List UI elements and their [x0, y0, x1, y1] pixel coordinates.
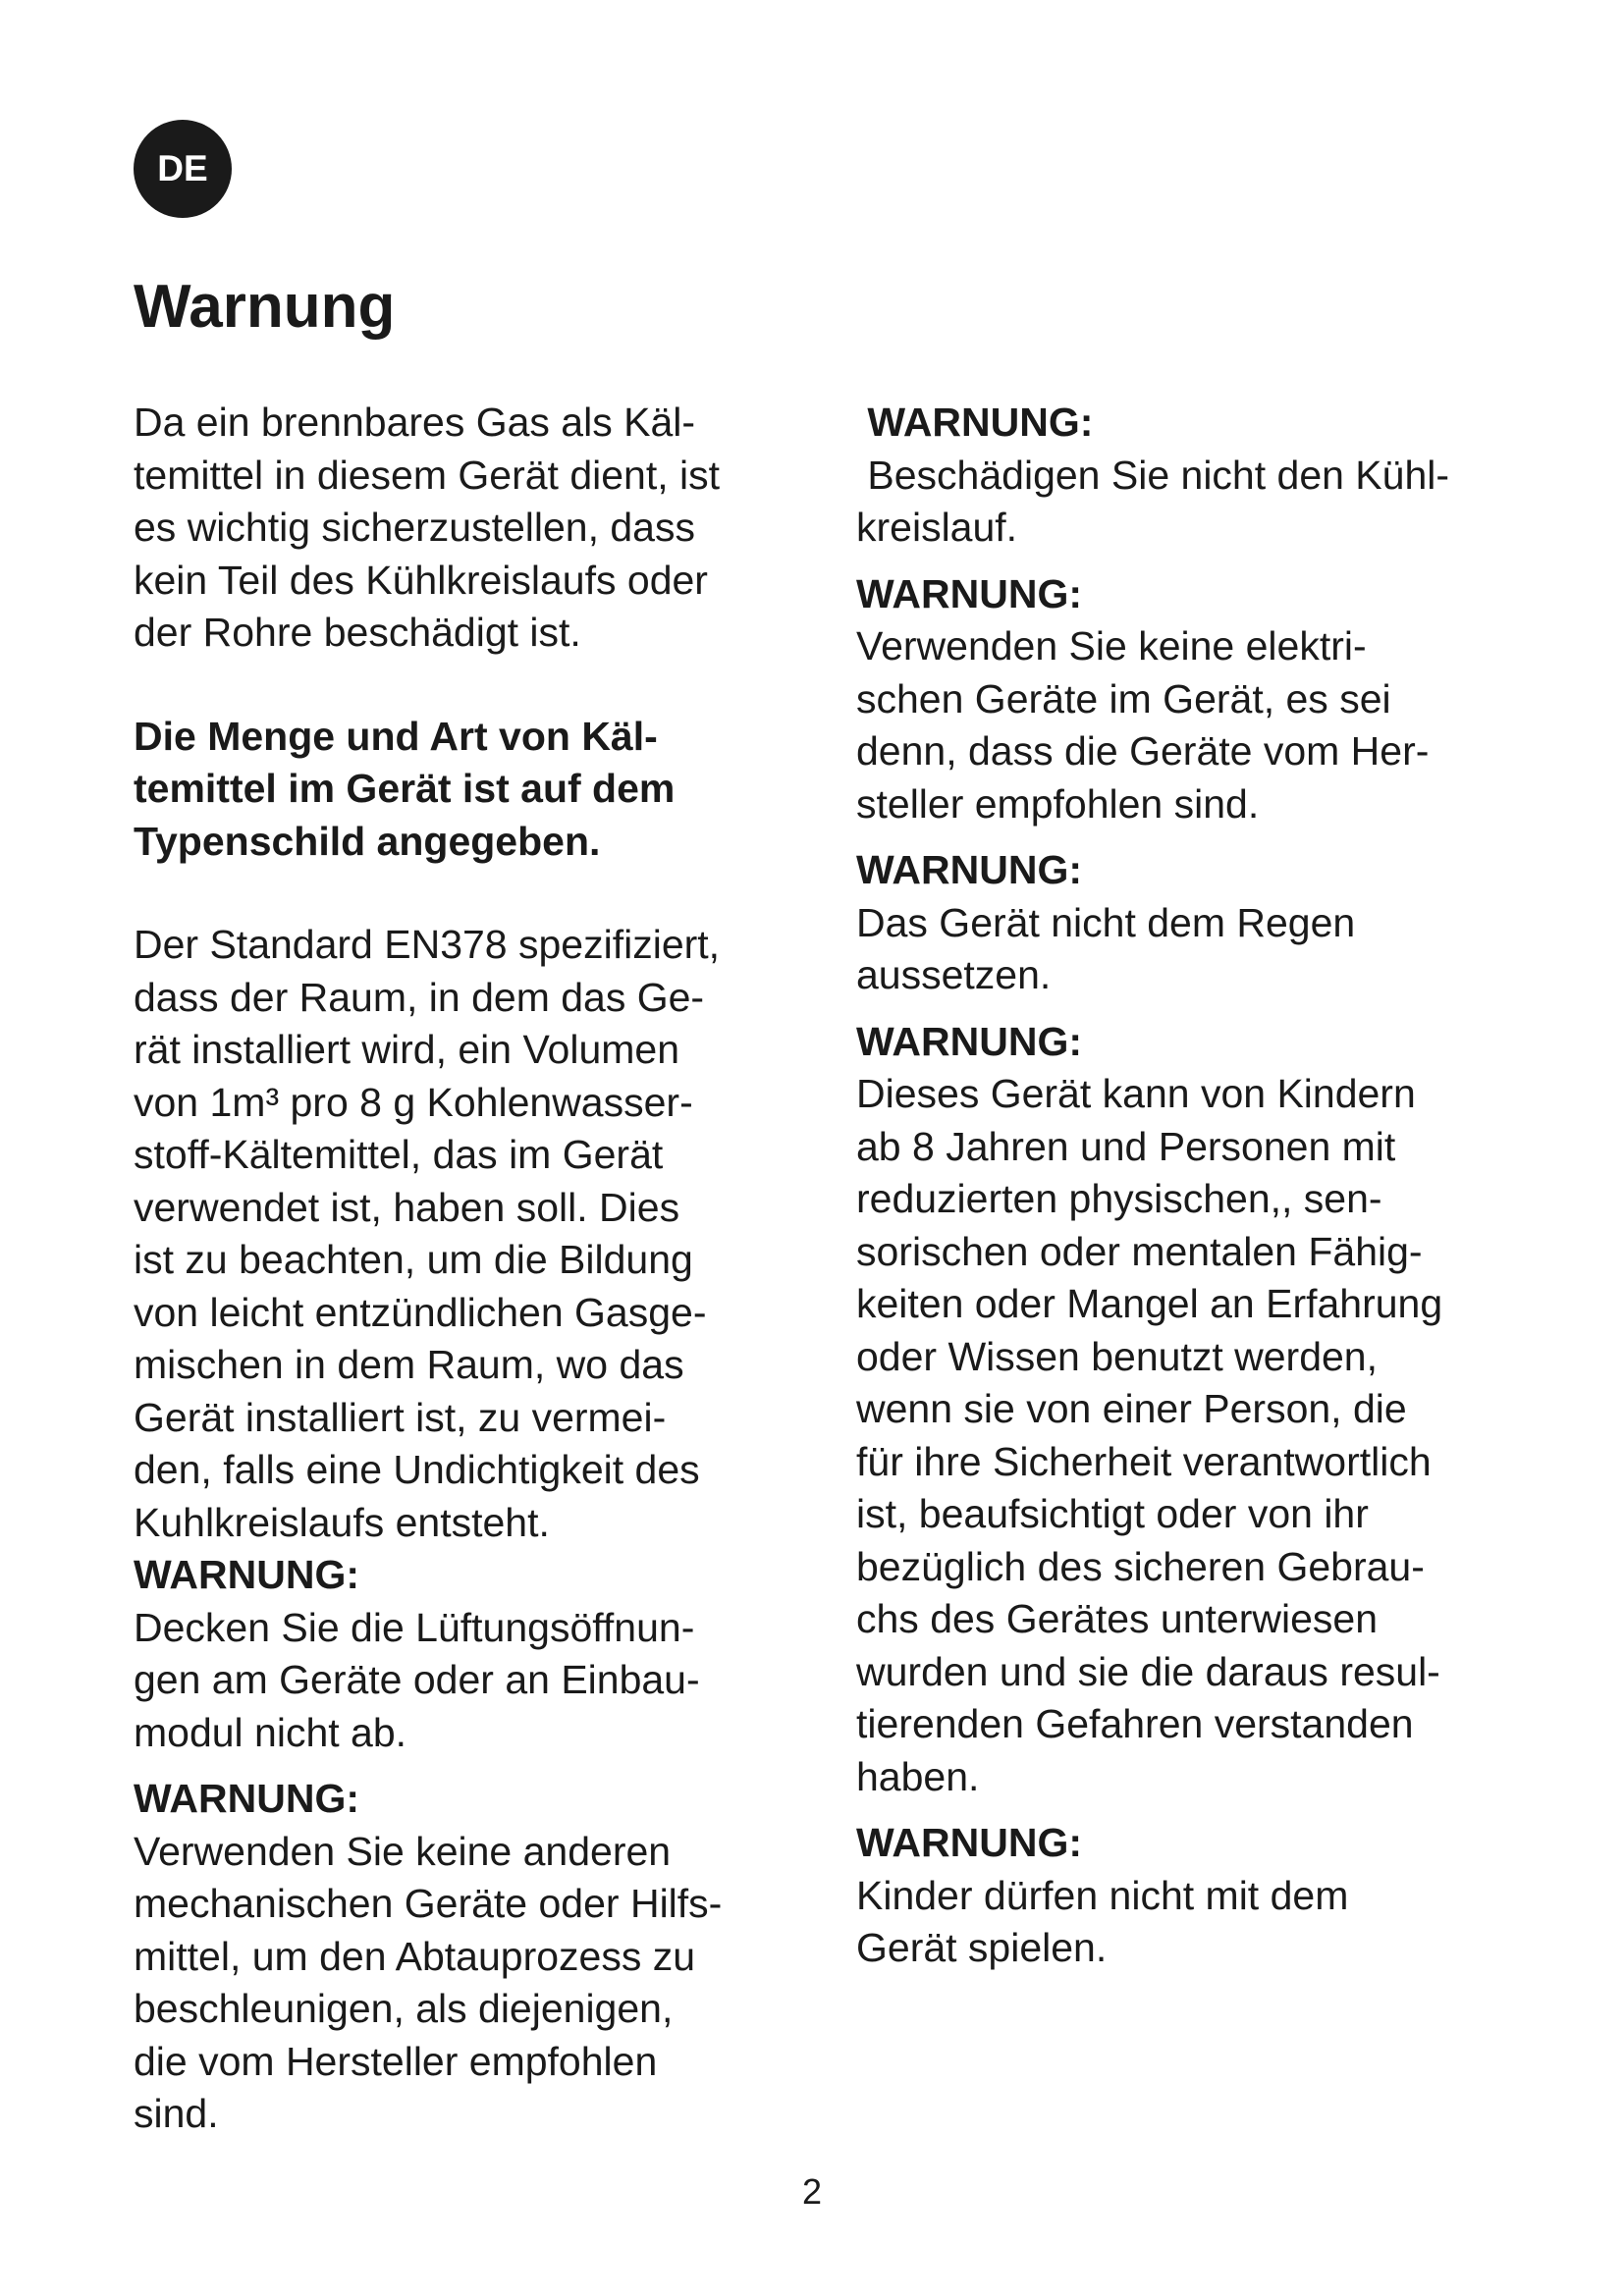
intro-paragraph: Da ein brennbares Gas als Käl- temittel in diesem Gerät dient, ist es wichtig sicherzustellen, dass kein Teil des Kühlkreislaufs oder der Rohre beschädigt ist.: [134, 400, 721, 655]
warning-heading: WARNUNG:: [856, 847, 1083, 892]
standard-paragraph: Der Standard EN378 spezifiziert, dass der Raum, in dem das Ge- rät installiert wird, ein Volumen von 1m³ pro 8 g Kohlenwasser- stoff-Kältemittel, das im Gerät verwendet ist, haben soll. Dies ist zu beachten, um die Bildung von leicht entzündlichen Gasge- mischen in dem Raum, wo das Gerät installiert ist, zu vermei- den, falls eine Undichtigkeit des Kuhlkreislaufs entsteht.: [134, 922, 721, 1545]
language-badge: DE: [134, 120, 232, 218]
warning-text: Beschädigen Sie nicht den Kühl- kreislauf.: [856, 452, 1450, 550]
right-column: [856, 397, 1543, 1975]
warning-heading: WARNUNG:: [134, 1776, 360, 1821]
warning-text: Decken Sie die Lüftungsöffnun- gen am Geräte oder an Einbau- modul nicht ab.: [134, 1604, 700, 1755]
warning-text: Das Gerät nicht dem Regen aussetzen.: [856, 899, 1356, 997]
warning-text: Dieses Gerät kann von Kindern ab 8 Jahren und Personen mit reduzierten physischen,, sen- sorischen oder mentalen Fähig- keiten oder Mangel an Erfahrung oder Wissen benutzt werden, wenn sie von einer Person, die für ihre Sicherheit verantwortlich ist, beaufsichtigt oder von ihr bezüglich des sicheren Gebrau- chs des Gerätes unterwiesen wurden und sie die daraus resul- tierenden Gefahren verstanden haben.: [856, 1071, 1443, 1799]
warning-heading: WARNUNG:: [856, 1018, 1083, 1064]
warning-heading: WARNUNG:: [856, 570, 1083, 616]
left-column: [134, 397, 801, 2141]
warning-heading: WARNUNG:: [134, 1552, 360, 1597]
warning-text: Verwenden Sie keine anderen mechanischen Geräte oder Hilfs- mittel, um den Abtauprozess zu beschleunigen, als diejenigen, die vom Hersteller empfohlen sind.: [134, 1828, 723, 2136]
page-title: Warnung: [134, 273, 396, 341]
warning-text: Kinder dürfen nicht mit dem Gerät spielen.: [856, 1872, 1349, 1970]
warning-heading: WARNUNG:: [856, 400, 1094, 445]
page-number: 2: [801, 2171, 823, 2212]
warning-text: Verwenden Sie keine elektri- schen Geräte im Gerät, es sei denn, dass die Geräte vom Her- steller empfohlen sind.: [856, 623, 1430, 827]
warning-heading: WARNUNG:: [856, 1820, 1083, 1865]
refrigerant-note: Die Menge und Art von Käl- temittel im Gerät ist auf dem Typenschild angegeben.: [134, 713, 676, 864]
